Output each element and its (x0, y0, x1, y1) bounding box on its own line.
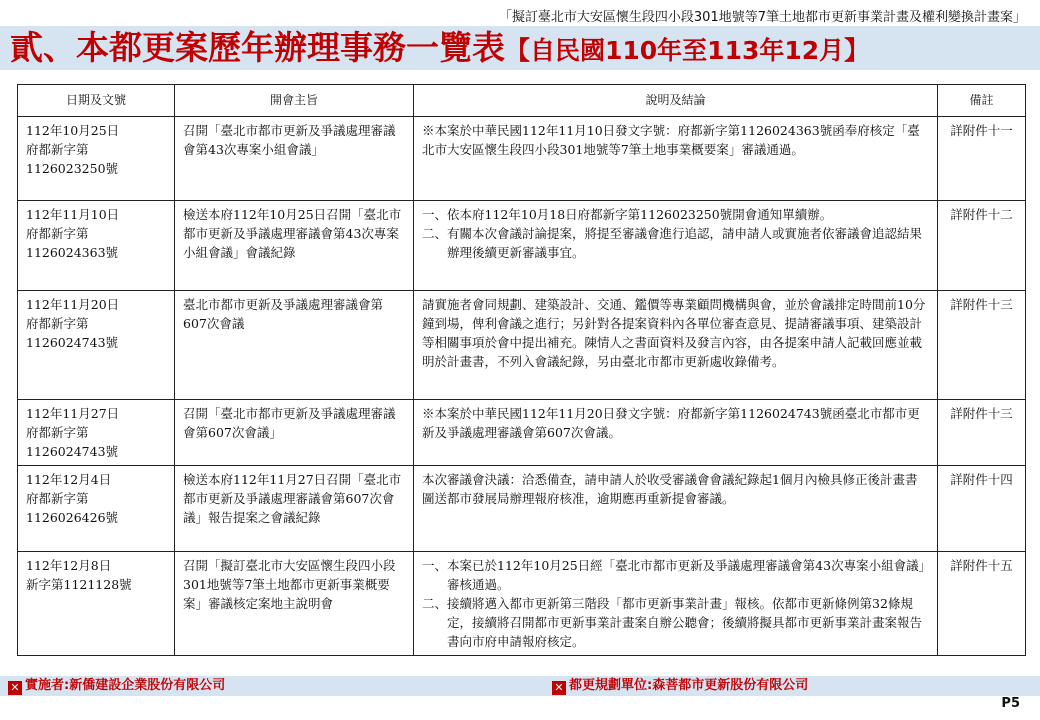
cell-date: 112年10月25日 府都新字第 1126023250號 (18, 117, 175, 201)
cell-topic: 檢送本府112年10月25日召開「臺北市都市更新及爭議處理審議會第43次專案小組會議」會議紀錄 (175, 201, 414, 291)
description-item (422, 594, 929, 651)
header-date: 日期及文號 (18, 85, 175, 117)
description-item (422, 295, 929, 371)
header-topic: 開會主旨 (175, 85, 414, 117)
item-text: ※本案於中華民國112年11月20日發文字號：府都新字第1126024743號函臺北市都市更新及爭議處理審議會第607次會議。 (422, 406, 920, 440)
item-text: 本案已於112年10月25日經「臺北市都市更新及爭議處理審議會第43次專案小組會議」審核通過。 (447, 558, 925, 592)
item-number: 二、 (422, 596, 448, 611)
header-description: 說明及結論 (414, 85, 938, 117)
item-number: 一、 (422, 558, 448, 573)
cell-topic: 召開「臺北市都市更新及爭議處理審議會第43次專案小組會議」 (175, 117, 414, 201)
cell-description (414, 400, 938, 466)
table-row (18, 117, 1026, 201)
cell-description (414, 552, 938, 656)
grid-logo-icon: ✕ (8, 681, 22, 695)
planner-text: 都更規劃單位:森菩都市更新股份有限公司 (569, 678, 809, 693)
project-header: 「擬訂臺北市大安區懷生段四小段301地號等7筆土地都市更新事業計畫及權利變換計畫案」 (498, 10, 1026, 25)
page-title-sub: 【自民國110年至113年12月】 (505, 36, 870, 65)
table-header-row (18, 85, 1026, 117)
description-item (422, 470, 929, 508)
footer-planner (552, 677, 808, 695)
cell-topic: 召開「臺北市都市更新及爭議處理審議會第607次會議」 (175, 400, 414, 466)
cell-date: 112年11月27日 府都新字第 1126024743號 (18, 400, 175, 466)
description-item (422, 121, 929, 159)
table-row (18, 201, 1026, 291)
item-text: ※本案於中華民國112年11月10日發文字號：府都新字第1126024363號函奉府核定「臺北市大安區懷生段四小段301地號等7筆土地事業概要案」審議通過。 (422, 123, 920, 157)
cell-description (414, 291, 938, 400)
item-text: 依本府112年10月18日府都新字第1126023250號開會通知單續辦。 (447, 207, 833, 222)
page-number: P5 (1001, 696, 1020, 711)
table-row (18, 400, 1026, 466)
cell-topic: 召開「擬訂臺北市大安區懷生段四小段301地號等7筆土地都市更新事業概要案」審議核定案地主說明會 (175, 552, 414, 656)
records-body (18, 117, 1026, 656)
cell-description (414, 201, 938, 291)
item-number: 二、 (422, 226, 448, 241)
header-remark: 備註 (938, 85, 1026, 117)
item-text: 請實施者會同規劃、建築設計、交通、鑑價等專業顧問機構與會，並於會議排定時間前10分鐘到場，俾利會議之進行；另針對各提案資料內各單位審查意見、提請審議事項、建築設計等相關事項於會中提出補充。陳情人之書面資料及發言內容，由各提案申請人記載回應並載明於計畫書，不列入會議紀錄，另由臺北市都市更新處收錄備考。 (422, 297, 926, 369)
page-title-main: 貳、本都更案歷年辦理事務一覽表 (10, 28, 505, 67)
cell-date: 112年11月20日 府都新字第 1126024743號 (18, 291, 175, 400)
grid-logo-icon: ✕ (552, 681, 566, 695)
table-row (18, 291, 1026, 400)
table-row (18, 466, 1026, 552)
footer-implementer (8, 677, 225, 695)
cell-description (414, 117, 938, 201)
item-text: 有關本次會議討論提案，將提至審議會進行追認，請申請人或實施者依審議會追認結果辦理後續更新審議事宜。 (447, 226, 923, 260)
page-title (10, 28, 869, 71)
cell-date: 112年12月8日 新字第1121128號 (18, 552, 175, 656)
cell-remark: 詳附件十五 (938, 552, 1026, 656)
cell-topic: 檢送本府112年11月27日召開「臺北市都市更新及爭議處理審議會第607次會議」報告提案之會議紀錄 (175, 466, 414, 552)
item-text: 本次審議會決議：洽悉備查，請申請人於收受審議會會議紀錄起1個月內檢具修正後計畫書圖送都市發展局辦理報府核准，逾期應再重新提會審議。 (422, 472, 918, 506)
cell-remark: 詳附件十四 (938, 466, 1026, 552)
cell-remark: 詳附件十二 (938, 201, 1026, 291)
implementer-text: 實施者:新僑建設企業股份有限公司 (25, 678, 226, 693)
cell-date: 112年12月4日 府都新字第 1126026426號 (18, 466, 175, 552)
description-item (422, 556, 929, 594)
cell-description (414, 466, 938, 552)
cell-topic: 臺北市都市更新及爭議處理審議會第607次會議 (175, 291, 414, 400)
description-item (422, 404, 929, 442)
cell-remark: 詳附件十三 (938, 400, 1026, 466)
cell-remark: 詳附件十三 (938, 291, 1026, 400)
description-item (422, 205, 929, 224)
records-table (17, 84, 1026, 656)
item-text: 接續將邁入都市更新第三階段「都市更新事業計畫」報核。依都市更新條例第32條規定，接續將召開都市更新事業計畫案自辦公聽會；後續將擬具都市更新事業計畫案報告書向市府申請報府核定。 (447, 596, 923, 649)
cell-date: 112年11月10日 府都新字第 1126024363號 (18, 201, 175, 291)
cell-remark: 詳附件十一 (938, 117, 1026, 201)
table-row (18, 552, 1026, 656)
description-item (422, 224, 929, 262)
item-number: 一、 (422, 207, 448, 222)
